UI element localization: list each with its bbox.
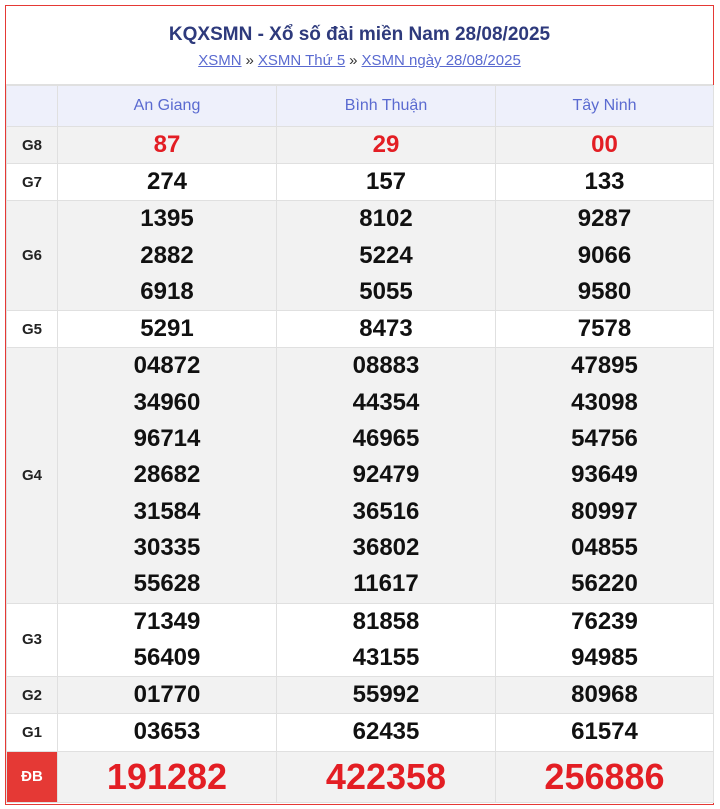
special-prize-number: 191282 (106, 755, 228, 797)
prize-number: 04855 (571, 533, 638, 561)
prize-cell (496, 677, 714, 714)
prize-number: 93649 (571, 461, 638, 489)
corner-cell (7, 86, 58, 127)
prize-number: 28682 (133, 461, 201, 489)
prize-number: 08883 (352, 352, 420, 380)
prize-number: 92479 (352, 461, 420, 489)
prize-number: 76239 (571, 607, 638, 635)
prize-cell (496, 127, 714, 164)
prize-label: ĐB (7, 751, 58, 802)
breadcrumb-separator: » (245, 52, 254, 69)
prize-number: 1395 (140, 205, 194, 233)
prize-label: G8 (7, 127, 58, 164)
province-header[interactable]: Bình Thuận (277, 86, 496, 127)
prize-number: 47895 (571, 352, 638, 380)
prize-number: 56220 (571, 570, 638, 598)
prize-cell (496, 311, 714, 348)
prize-cell (496, 348, 714, 603)
prize-rows (7, 127, 714, 803)
prize-cell (58, 677, 277, 714)
prize-number: 81858 (352, 607, 420, 635)
prize-row-g6 (7, 201, 714, 311)
prize-number: 04872 (133, 352, 201, 380)
prize-number: 55628 (133, 570, 201, 598)
prize-row-db (7, 751, 714, 802)
prize-number: 61574 (571, 718, 638, 746)
prize-number: 8102 (359, 205, 413, 233)
prize-number: 274 (146, 168, 188, 195)
prize-label: G6 (7, 201, 58, 311)
breadcrumb (6, 51, 713, 71)
prize-number: 9287 (577, 205, 632, 233)
prize-number: 03653 (133, 718, 201, 746)
prize-cell (58, 201, 277, 311)
prize-cell (496, 164, 714, 201)
prize-number: 2882 (140, 241, 194, 269)
breadcrumb-thu5-link[interactable]: XSMN Thứ 5 (257, 52, 346, 69)
prize-row-g7 (7, 164, 714, 201)
prize-number: 30335 (133, 533, 201, 561)
prize-number: 44354 (352, 388, 420, 416)
prize-label: G5 (7, 311, 58, 348)
prize-number: 5055 (359, 277, 413, 305)
prize-number: 46965 (352, 425, 420, 453)
prize-cell (58, 348, 277, 603)
prize-number: 00 (591, 131, 618, 158)
prize-row-g2 (7, 677, 714, 714)
prize-number: 9066 (577, 241, 632, 269)
prize-row-g5 (7, 311, 714, 348)
breadcrumb-xsmn-link[interactable]: XSMN (198, 52, 242, 69)
prize-number: 71349 (133, 607, 201, 635)
prize-cell (277, 127, 496, 164)
prize-label: G1 (7, 714, 58, 751)
prize-row-g1 (7, 714, 714, 751)
prize-cell (496, 714, 714, 751)
prize-cell (496, 751, 714, 802)
prize-number: 5224 (359, 241, 413, 269)
prize-cell (277, 164, 496, 201)
prize-cell (58, 127, 277, 164)
prize-number: 62435 (352, 718, 420, 746)
prize-number: 5291 (140, 315, 194, 343)
prize-cell (58, 714, 277, 751)
special-prize-number: 422358 (325, 755, 447, 797)
prize-cell (496, 201, 714, 311)
results-header (6, 6, 713, 85)
breadcrumb-separator: » (349, 52, 358, 69)
prize-number: 56409 (133, 643, 201, 671)
prize-number: 43155 (352, 643, 420, 671)
prize-cell (277, 751, 496, 802)
prize-number: 31584 (133, 497, 201, 525)
prize-number: 6918 (140, 277, 194, 305)
prize-cell (58, 751, 277, 802)
prize-cell (277, 201, 496, 311)
prize-number: 94985 (571, 643, 638, 671)
prize-number: 8473 (359, 315, 413, 343)
prize-number: 11617 (353, 570, 419, 598)
prize-number: 54756 (571, 425, 638, 453)
prize-number: 43098 (571, 388, 638, 416)
prize-number: 34960 (133, 388, 201, 416)
prize-cell (58, 164, 277, 201)
prize-cell (277, 677, 496, 714)
province-header[interactable]: An Giang (58, 86, 277, 127)
prize-number: 9580 (577, 277, 632, 305)
prize-number: 7578 (577, 315, 632, 343)
prize-row-g8 (7, 127, 714, 164)
prize-number: 36516 (352, 497, 420, 525)
prize-number: 96714 (133, 425, 201, 453)
prize-cell (277, 348, 496, 603)
breadcrumb-date-link[interactable]: XSMN ngày 28/08/2025 (361, 52, 521, 69)
prize-label: G2 (7, 677, 58, 714)
prize-number: 55992 (352, 681, 420, 709)
prize-label: G7 (7, 164, 58, 201)
prize-cell (496, 603, 714, 677)
prize-label: G3 (7, 603, 58, 677)
prize-cell (277, 311, 496, 348)
prize-number: 29 (372, 131, 400, 158)
results-panel (5, 5, 714, 805)
prize-row-g4 (7, 348, 714, 603)
prize-cell (58, 603, 277, 677)
prize-number: 133 (584, 168, 625, 195)
province-header[interactable]: Tây Ninh (496, 86, 714, 127)
prize-label: G4 (7, 348, 58, 603)
prize-cell (58, 311, 277, 348)
page-title: KQXSMN - Xổ số đài miền Nam 28/08/2025 (168, 24, 551, 45)
prize-number: 80997 (571, 497, 638, 525)
special-prize-number: 256886 (544, 755, 665, 797)
prize-number: 36802 (352, 533, 420, 561)
province-header-row (7, 86, 714, 127)
prize-number: 87 (153, 131, 181, 158)
prize-number: 157 (365, 168, 407, 195)
prize-number: 80968 (571, 681, 638, 709)
prize-cell (277, 714, 496, 751)
results-table (6, 85, 714, 803)
prize-number: 01770 (133, 681, 201, 709)
prize-cell (277, 603, 496, 677)
prize-row-g3 (7, 603, 714, 677)
